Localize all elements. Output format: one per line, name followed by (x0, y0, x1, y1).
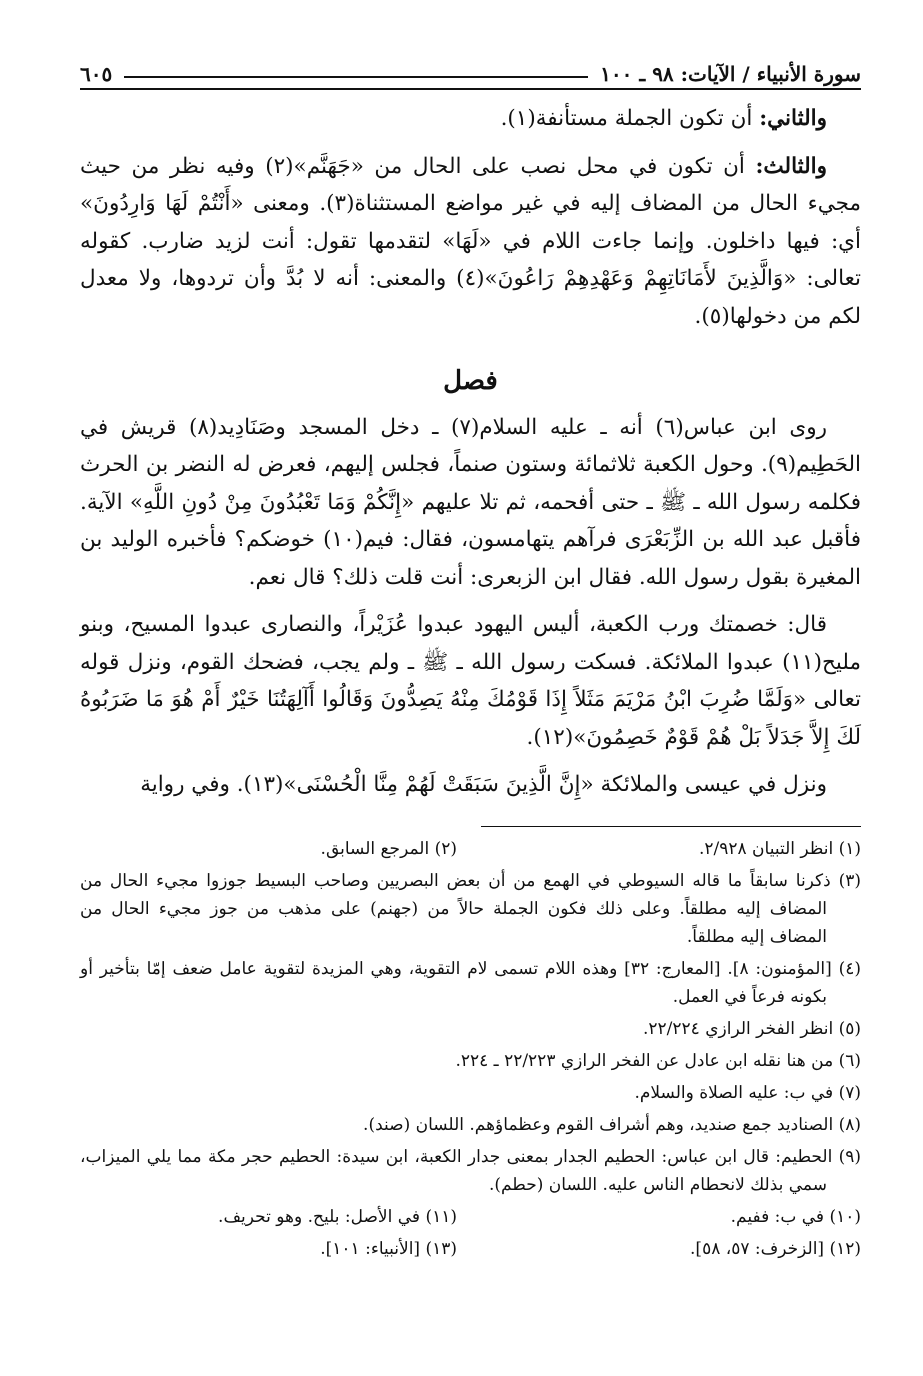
footnote-7: (٧) في ب: عليه الصلاة والسلام. (634, 1082, 861, 1103)
footnote-9: (٩) الحطيم: قال ابن عباس: الحطيم الجدار بمعنى جدار الكعبة، ابن سيدة: الحطيم حجر مكة مما يلي الميزاب، سمي بذلك لانحطام الناس عليه. اللسان (حطم). (80, 1146, 861, 1195)
footnote-row (80, 835, 861, 863)
footnote-4: (٤) [المؤمنون: ٨]. [المعارج: ٣٢] وهذه اللام تسمى لام التقوية، وهي المزيدة لتقوية عامل ضعف إمّا بتأخير أو بكونه فرعاً في العمل. (80, 958, 862, 1007)
paragraph-label: والثاني: (759, 106, 827, 131)
paragraph-third (80, 148, 861, 336)
section-paragraph: قال: خصمتك ورب الكعبة، أليس اليهود عبدوا عُزَيْراً، والنصارى عبدوا المسيح، وبنو مليح(١١) عبدوا الملائكة. فسكت رسول الله ـ ﷺ ـ ولم يجب، فضحك القوم، ونزل قوله تعالى «وَلَمَّا ضُرِبَ ابْنُ مَرْيَمَ مَثَلاً إِذَا قَوْمُكَ مِنْهُ يَصِدُّونَ وَقَالُوا أَآلِهَتُنَا خَيْرٌ أَمْ هُوَ مَا ضَرَبُوهُ لَكَ إِلاَّ جَدَلاً بَلْ هُمْ قَوْمٌ خَصِمُونَ»(١٢). (80, 612, 861, 750)
footnote-11: (١١) في الأصل: بليح. وهو تحريف. (218, 1206, 457, 1227)
paragraph-text: أن تكون الجملة مستأنفة(١). (500, 106, 760, 131)
header-dash-line (124, 76, 588, 78)
section-title: فصل (443, 366, 498, 396)
footnote-8: (٨) الصناديد جمع صنديد، وهم أشراف القوم وعظماؤهم. اللسان (صند). (363, 1114, 861, 1135)
section-paragraph: روى ابن عباس(٦) أنه ـ عليه السلام(٧) ـ دخل المسجد وصَنَادِيد(٨) قريش في الحَطِيم(٩). وحول الكعبة ثلاثمائة وستون صنماً، فجلس إليهم، فعرض له النضر بن الحرث فكلمه رسول الله ـ ﷺ ـ حتى أفحمه، ثم تلا عليهم «إِنَّكُمْ وَمَا تَعْبُدُونَ مِنْ دُونِ اللَّهِ» الآية. فأقبل عبد الله بن الزِّبَعْرَى فرآهم يتهامسون، فقال: فيم(١٠) خوضكم؟ فأخبره الوليد بن المغيرة بقول رسول الله. فقال ابن الزبعرى: أنت قلت ذلك؟ قال نعم. (80, 414, 862, 590)
section-paragraph: ونزل في عيسى والملائكة «إِنَّ الَّذِينَ سَبَقَتْ لَهُمْ مِنَّا الْحُسْنَى»(١٣). وفي رواية (140, 772, 827, 797)
footnote-separator (481, 826, 861, 827)
main-text (80, 100, 861, 804)
header-title: سورة الأنبياء / الآيات: ٩٨ ـ ١٠٠ (600, 62, 861, 86)
paragraph-second (80, 100, 861, 138)
footnote-1: (١) انظر التبيان ٢/٩٢٨. (698, 838, 861, 859)
footnote-13: (١٣) [الأنبياء: ١٠١]. (320, 1238, 457, 1259)
footnote-10: (١٠) في ب: ففيم. (730, 1206, 861, 1227)
footnote-12: (١٢) [الزخرف: ٥٧، ٥٨]. (690, 1238, 861, 1259)
footnotes (80, 835, 861, 1263)
footnote-row (80, 1203, 861, 1231)
footnote-6: (٦) من هنا نقله ابن عادل عن الفخر الرازي ٢٢/٢٢٣ ـ ٢٢٤. (455, 1050, 861, 1071)
header-rule (80, 88, 861, 90)
page-number: ٦٠٥ (80, 62, 113, 86)
footnote-row (80, 1235, 861, 1263)
running-header (80, 46, 861, 86)
footnote-2: (٢) المرجع السابق. (320, 838, 457, 859)
paragraph-text: أن تكون في محل نصب على الحال من «جَهَنَّم»(٢) وفيه نظر من حيث مجيء الحال من المضاف إليه في غير مواضع المستثناة(٣). ومعنى «أَنْتُمْ لَهَا وَارِدُونَ» أي: فيها داخلون. وإنما جاءت اللام في «لَهَا» لتقدمها تقول: أنت لزيد ضارب. كقوله تعالى: «وَالَّذِينَ لأَمَانَاتِهِمْ وَعَهْدِهِمْ رَاعُونَ»(٤) والمعنى: أنه لا بُدَّ وأن تردوها، ولا معدل لكم من دخولها(٥). (80, 153, 862, 329)
footnote-5: (٥) انظر الفخر الرازي ٢٢/٢٢٤. (643, 1018, 861, 1039)
footnote-3: (٣) ذكرنا سابقاً ما قاله السيوطي في الهمع من أن بعض البصريين وصاحب البسيط جوزوا مجيء الحال من المضاف إليه مطلقاً. وعلى ذلك فكون الجملة حالاً من (جهنم) على مذهب من جوز مجيء الحال من المضاف إليه مطلقاً. (80, 870, 861, 947)
paragraph-label: والثالث: (755, 153, 828, 179)
